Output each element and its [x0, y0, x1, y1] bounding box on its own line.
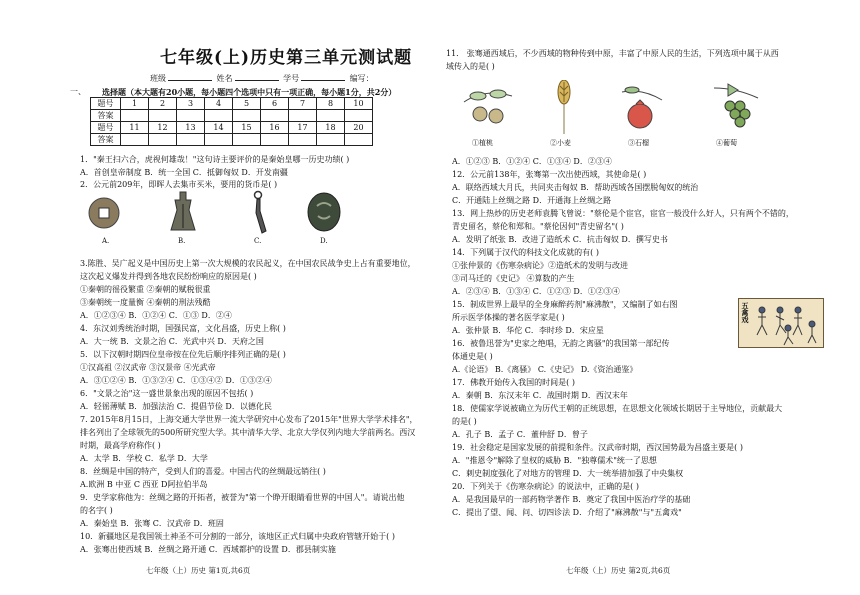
table-cell: 10 [345, 98, 373, 110]
answer-cell[interactable] [121, 134, 149, 146]
question-text: 12．公元前138年，张骞第一次出使西域，其使命是( ) [452, 170, 647, 179]
table-cell: 4 [205, 98, 233, 110]
answer-cell[interactable] [317, 134, 345, 146]
question-text: 15．制成世界上最早的全身麻醉药剂"麻沸散"，又编制了如右图 [452, 300, 678, 309]
question-text: 域传入的是( ) [446, 62, 495, 71]
table-cell: 15 [233, 122, 261, 134]
question-text: 6．"文景之治"这一盛世景象出现的原因不包括( ) [80, 389, 254, 398]
answer-cell[interactable] [345, 134, 373, 146]
question-text: 这次起义爆发并得到各地农民纷纷响应的原因是( ) [80, 272, 257, 281]
question-options: A．太学 B．学校 C．私学 D．大学 [80, 454, 208, 463]
answer-cell[interactable] [289, 110, 317, 122]
plant-label: ①植桃 [472, 139, 493, 147]
question-options: A．大一统 B．文景之治 C．光武中兴 D．天府之国 [80, 337, 264, 346]
question-text: 14．下列属于汉代的科技文化成就的有( ) [452, 248, 599, 257]
question-text: 青史留名，蔡伦和郑和。"蔡伦因何"青史留名"( ) [452, 222, 624, 231]
question-options: A．秦始皇 B．张骞 C．汉武帝 D．班固 [80, 519, 224, 528]
table-cell: 12 [149, 122, 177, 134]
table-cell: 16 [261, 122, 289, 134]
question-option: ①汉高祖 ②汉武帝 ③汉景帝 ④光武帝 [80, 363, 216, 372]
table-cell: 5 [233, 98, 261, 110]
table-head: 答案 [91, 134, 121, 146]
table-cell: 13 [177, 122, 205, 134]
class-label: 班级 [150, 74, 166, 83]
question-options: A．"推恩令"解除了皇权的威胁 B．"独尊儒术"统一了思想 [452, 456, 657, 465]
answer-cell[interactable] [233, 134, 261, 146]
question-option: ③秦朝统一度量衡 ④秦朝的刑法残酷 [80, 298, 211, 307]
table-row [91, 110, 373, 122]
name-label: 姓名 [216, 74, 233, 83]
right-page [446, 0, 826, 595]
student-info [150, 73, 374, 83]
question-options: A．张仲景 B．华佗 C．李时珍 D．宋应星 [452, 326, 604, 335]
table-cell: 20 [345, 122, 373, 134]
question-options: A．是我国最早的一部药物学著作 B．奠定了我国中医治疗学的基础 [452, 495, 691, 504]
answer-table [90, 97, 373, 146]
question-text: 18．使儒家学说被确立为历代王朝的正统思想，在思想文化领域长期居于主导地位，贡献最大 [452, 404, 783, 413]
question-options: C．提出了望、闻、问、切四诊法 D．介绍了"麻沸散"与"五禽戏" [452, 508, 682, 517]
question-options: A.欧洲 B 中亚 C 西亚 D阿拉伯半岛 [80, 480, 208, 489]
knife-coin-icon [248, 190, 268, 234]
answer-cell[interactable] [177, 110, 205, 122]
question-options: C．开通陆上丝绸之路 D．开通海上丝绸之路 [452, 196, 612, 205]
table-cell: 14 [205, 122, 233, 134]
question-options: A．张骞出使西域 B．丝绸之路开通 C．西域都护的设置 D．郡县制实施 [80, 545, 336, 554]
question-option: ①张仲景的《伤寒杂病论》②造纸术的发明与改进 [452, 261, 628, 270]
table-cell: 11 [121, 122, 149, 134]
table-cell: 7 [289, 98, 317, 110]
section-heading: 选择题（本大题有20小题，每小题四个选项中只有一项正确，每小题1分，共2分） [102, 87, 397, 97]
walnut-icon [460, 82, 516, 132]
table-head: 题号 [91, 98, 121, 110]
coin-label: B. [178, 237, 186, 245]
question-text: 10．新疆地区是我国领土神圣不可分割的一部分，该地区正式归属中央政府管辖开始于( ) [80, 532, 395, 541]
spade-coin-icon [168, 190, 198, 234]
question-text: 7. 2015年8月15日，上海交通大学世界一流大学研究中心发布了2015年"世界大学学术排名"， [80, 415, 418, 424]
table-row [91, 98, 373, 110]
plant-label: ④葡萄 [716, 139, 737, 147]
table-cell: 6 [261, 98, 289, 110]
question-text: 19．社会稳定是国家发展的前提和条件。汉武帝时期，西汉国势最为昌盛主要是( ) [452, 443, 743, 452]
question-options: A．秦朝 B．东汉末年 C．战国时期 D．西汉末年 [452, 391, 628, 400]
page-footer: 七年级（上）历史 第2页,共6页 [566, 566, 671, 575]
answer-cell[interactable] [177, 134, 205, 146]
question-option: ①秦朝的徭役繁重 ②秦朝的赋税很重 [80, 285, 211, 294]
question-options: A．首创皇帝制度 B．统一全国 C．抵御匈奴 D．开发南疆 [80, 168, 288, 177]
question-text: 17．佛教开始传入我国的时间是( ) [452, 378, 575, 387]
answer-cell[interactable] [205, 110, 233, 122]
question-text: 2．公元前209年，即晖人去集市买米，要用的货币是( ) [80, 180, 278, 189]
question-text: 9．史学家称他为：丝绸之路的开拓者，被誉为"第一个睁开眼睛看世界的中国人"。请说出他 [80, 493, 405, 502]
question-options: A．①②③④ B．①②④ C．①③ D．②④ [80, 311, 232, 320]
pomegranate-icon [616, 82, 666, 134]
question-options: A．③①②④ B．①③②④ C．①③④② D．①③②④ [80, 376, 272, 385]
class-blank[interactable] [168, 73, 212, 81]
page-footer: 七年级（上）历史 第1页,共6页 [146, 566, 251, 575]
question-text: 11． 张骞通西域后，不少西域的物种传到中原，丰富了中原人民的生活，下列选项中属于从西 [446, 49, 779, 58]
question-options: A.《论语》 B.《离骚》 C.《史记》 D.《资治通鉴》 [452, 365, 638, 374]
table-cell: 17 [289, 122, 317, 134]
question-text: 的名字( ) [80, 506, 113, 515]
five-animal-exercise-image [738, 298, 824, 348]
question-text: 排名列出了全球领先的500所研究型大学。其中清华大学、北京大学仅列内地大学前两名。西汉 [80, 428, 416, 437]
question-options: C．刺史制度强化了对地方的管理 D．大一统举措加强了中央集权 [452, 469, 684, 478]
answer-cell[interactable] [261, 134, 289, 146]
coin-label: A. [102, 237, 110, 245]
question-text: 13．网上热炒的历史老师袁腾飞曾说："蔡伦是个宦官，宦官一般没什么好人，只有两个不错的， [452, 209, 794, 218]
plant-label: ②小麦 [550, 139, 571, 147]
question-text: 所示医学体操的著名医学家是( ) [452, 313, 565, 322]
question-text: 16．被鲁迅誉为"史家之绝唱，无韵之离骚"的我国第一部纪传 [452, 339, 670, 348]
no-blank[interactable] [301, 73, 345, 81]
round-coin-icon [86, 195, 122, 231]
answer-cell[interactable] [149, 110, 177, 122]
question-text: 5．以下汉朝时期四位皇帝按在位先后顺序排列正确的是( ) [80, 350, 286, 359]
question-text: 3.陈胜、吴广起义是中国历史上第一次大规模的农民起义，在中国农民战争史上占有重要地位， [80, 259, 416, 268]
ant-nose-coin-icon [304, 190, 344, 234]
answer-cell[interactable] [345, 110, 373, 122]
question-options: A．发明了纸张 B．改进了造纸术 C．抗击匈奴 D．撰写史书 [452, 235, 668, 244]
table-cell: 8 [317, 98, 345, 110]
answer-cell[interactable] [233, 110, 261, 122]
answer-cell[interactable] [121, 110, 149, 122]
question-options: A．孔子 B．孟子 C．董仲舒 D．曾子 [452, 430, 588, 439]
table-head: 答案 [91, 110, 121, 122]
coin-label: C. [254, 237, 262, 245]
no-label: 学号 [283, 74, 300, 83]
answer-cell[interactable] [205, 134, 233, 146]
table-cell: 1 [121, 98, 149, 110]
answer-cell[interactable] [261, 110, 289, 122]
section-number: 一、 [70, 87, 86, 96]
question-text: 4．东汉刘秀统治时期，国强民富，文化昌盛，历史上称( ) [80, 324, 286, 333]
question-options: A．轻徭薄赋 B．加强法治 C．提倡节俭 D．以德化民 [80, 402, 272, 411]
table-row [91, 134, 373, 146]
table-row [91, 122, 373, 134]
grape-icon [708, 80, 764, 134]
question-options: A．②③④ B．①③④ C．①②③ D．①②③④ [452, 287, 620, 296]
page-title: 七年级(上)历史第三单元测试题 [160, 48, 413, 68]
author-label: 编写： [349, 74, 374, 83]
answer-cell[interactable] [149, 134, 177, 146]
wheat-icon [552, 80, 576, 134]
question-option: ③司马迁的《史记》 ④算数的产生 [452, 274, 575, 283]
table-cell: 3 [177, 98, 205, 110]
plant-label: ③石榴 [628, 139, 649, 147]
name-blank[interactable] [235, 73, 279, 81]
left-page [50, 0, 422, 595]
question-options: A．联络西域大月氏，共同夹击匈奴 B．帮助西域各国摆脱匈奴的统治 [452, 183, 699, 192]
question-options: A．①②③ B．①②④ C．①③④ D．②③④ [452, 157, 612, 166]
question-text: 8．丝绸是中国的特产，受到人们的喜爱。中国古代的丝绸最远销往( ) [80, 467, 326, 476]
exercise-caption: 五禽戏 [741, 302, 750, 323]
question-text: 体通史是( ) [452, 352, 493, 361]
table-head: 题号 [91, 122, 121, 134]
table-cell: 2 [149, 98, 177, 110]
answer-cell[interactable] [289, 134, 317, 146]
table-cell: 18 [317, 122, 345, 134]
question-text: 时期，最高学府称作( ) [80, 441, 161, 450]
question-text: 1．"秦王扫六合，虎视何雄哉！"这句诗主要评价的是秦始皇哪一历史功绩( ) [80, 155, 350, 164]
question-text: 的是( ) [452, 417, 477, 426]
coin-label: D. [320, 237, 328, 245]
answer-cell[interactable] [317, 110, 345, 122]
question-text: 20．下列关于《伤寒杂病论》的说法中，正确的是( ) [452, 482, 639, 491]
